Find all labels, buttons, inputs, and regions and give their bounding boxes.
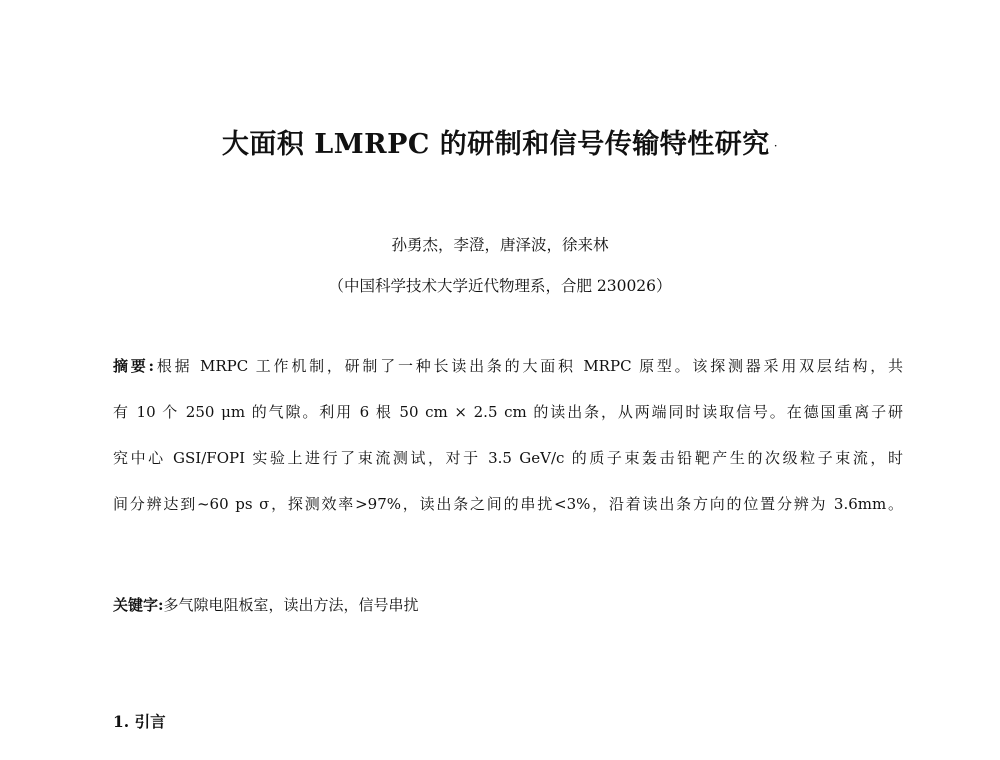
author-list: 孙勇杰，李澄，唐泽波，徐来林 — [391, 236, 609, 254]
keywords-text: 多气隙电阻板室，读出方法，信号串扰 — [163, 596, 419, 614]
author-affiliation: （中国科学技术大学近代物理系，合肥 230026） — [328, 277, 672, 295]
abstract-line-4: 间分辨达到~60 ps σ，探测效率>97%，读出条之间的串扰<3%，沿着读出条方向的位置分辨为 3.6mm。 — [113, 495, 903, 513]
abstract — [113, 356, 903, 540]
abstract-line-2: 有 10 个 250 μm 的气隙。利用 6 根 50 cm × 2.5 cm 的读出条，从两端同时读取信号。在德国重离子研 — [113, 403, 903, 421]
paper-title-block — [0, 122, 1000, 161]
title-footnote-mark: · — [773, 138, 779, 153]
keywords-label: 关键字: — [113, 596, 164, 614]
section-heading-introduction: 1. 引言 — [113, 712, 166, 731]
abstract-line-3: 究中心 GSI/FOPI 实验上进行了束流测试，对于 3.5 GeV/c 的质子束轰击铅靶产生的次级粒子束流，时 — [113, 449, 903, 467]
abstract-line-1 — [113, 356, 903, 402]
abstract-text-line: 根据 MRPC 工作机制，研制了一种长读出条的大面积 MRPC 原型。该探测器采用双层结构，共 — [154, 357, 903, 375]
abstract-label: 摘要: — [113, 357, 155, 375]
paper-title: 大面积 LMRPC 的研制和信号传输特性研究 — [221, 129, 770, 160]
keywords — [113, 594, 419, 615]
